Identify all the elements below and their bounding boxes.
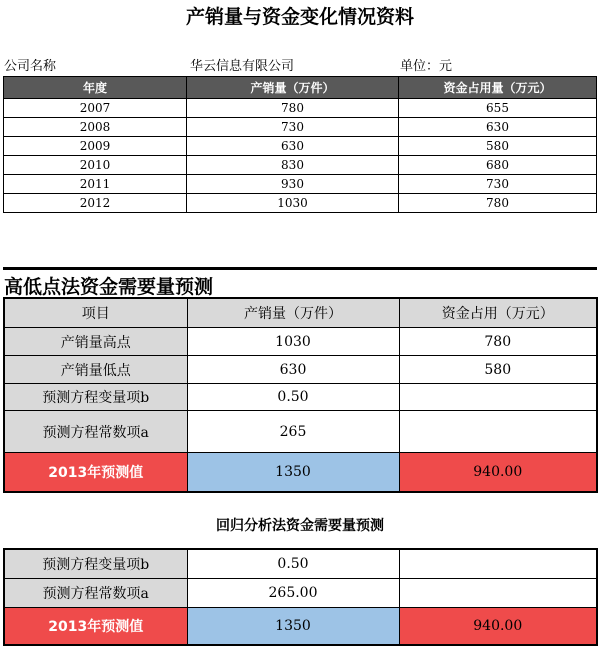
forecast-capital: 940.00 [399, 607, 597, 645]
header-capital: 资金占用量（万元） [399, 77, 597, 99]
table-header-row [4, 298, 597, 328]
row-label: 预测方程变量项b [4, 384, 187, 411]
forecast-volume: 1350 [187, 453, 399, 492]
cell-capital: 730 [399, 175, 597, 194]
table-row [4, 411, 597, 453]
table-row [4, 356, 597, 384]
regression-method-table [3, 548, 598, 646]
cell-volume: 265 [187, 411, 399, 453]
header-year: 年度 [4, 77, 187, 99]
table-row [4, 118, 597, 137]
table-row [4, 137, 597, 156]
forecast-label: 2013年预测值 [4, 607, 187, 645]
cell-volume: 780 [187, 99, 399, 118]
cell-capital [399, 384, 597, 411]
table-row [4, 175, 597, 194]
cell-year: 2008 [4, 118, 187, 137]
cell-volume: 630 [187, 137, 399, 156]
forecast-row [4, 453, 597, 492]
table-row [4, 194, 597, 213]
company-name: 华云信息有限公司 [190, 59, 295, 74]
table-row [4, 549, 597, 578]
cell-year: 2011 [4, 175, 187, 194]
header-item: 项目 [4, 298, 187, 328]
row-label: 预测方程常数项a [4, 411, 187, 453]
header-volume: 产销量（万件） [187, 77, 399, 99]
cell-year: 2007 [4, 99, 187, 118]
table-row [4, 156, 597, 175]
cell-volume: 1030 [187, 328, 399, 356]
cell-year: 2012 [4, 194, 187, 213]
cell-capital [399, 411, 597, 453]
header-volume: 产销量（万件） [187, 298, 399, 328]
row-label: 预测方程变量项b [4, 549, 187, 578]
row-label: 产销量高点 [4, 328, 187, 356]
cell-volume: 1030 [187, 194, 399, 213]
table-header-row [4, 77, 597, 99]
regression-section-title: 回归分析法资金需要量预测 [216, 518, 384, 534]
cell-capital: 655 [399, 99, 597, 118]
cell-volume: 930 [187, 175, 399, 194]
forecast-volume: 1350 [187, 607, 399, 645]
cell-volume: 265.00 [187, 578, 399, 607]
cell-capital: 680 [399, 156, 597, 175]
cell-capital [399, 549, 597, 578]
table-row [4, 328, 597, 356]
cell-year: 2010 [4, 156, 187, 175]
cell-volume: 0.50 [187, 549, 399, 578]
section-divider [3, 267, 597, 270]
cell-capital: 780 [399, 194, 597, 213]
high-low-method-table [3, 297, 598, 493]
cell-volume: 0.50 [187, 384, 399, 411]
cell-capital: 580 [399, 137, 597, 156]
cell-capital: 780 [399, 328, 597, 356]
forecast-capital: 940.00 [399, 453, 597, 492]
cell-volume: 830 [187, 156, 399, 175]
document-title: 产销量与资金变化情况资料 [185, 6, 414, 28]
unit-label: 单位：元 [400, 59, 453, 74]
cell-capital: 580 [399, 356, 597, 384]
header-capital: 资金占用（万元） [399, 298, 597, 328]
cell-volume: 730 [187, 118, 399, 137]
row-label: 预测方程常数项a [4, 578, 187, 607]
high-low-section-title: 高低点法资金需要量预测 [4, 276, 214, 298]
row-label: 产销量低点 [4, 356, 187, 384]
cell-volume: 630 [187, 356, 399, 384]
table-row [4, 99, 597, 118]
cell-year: 2009 [4, 137, 187, 156]
forecast-label: 2013年预测值 [4, 453, 187, 492]
cell-capital: 630 [399, 118, 597, 137]
table-row [4, 578, 597, 607]
company-label: 公司名称 [4, 59, 57, 74]
cell-capital [399, 578, 597, 607]
production-capital-table [3, 76, 597, 213]
forecast-row [4, 607, 597, 645]
table-row [4, 384, 597, 411]
